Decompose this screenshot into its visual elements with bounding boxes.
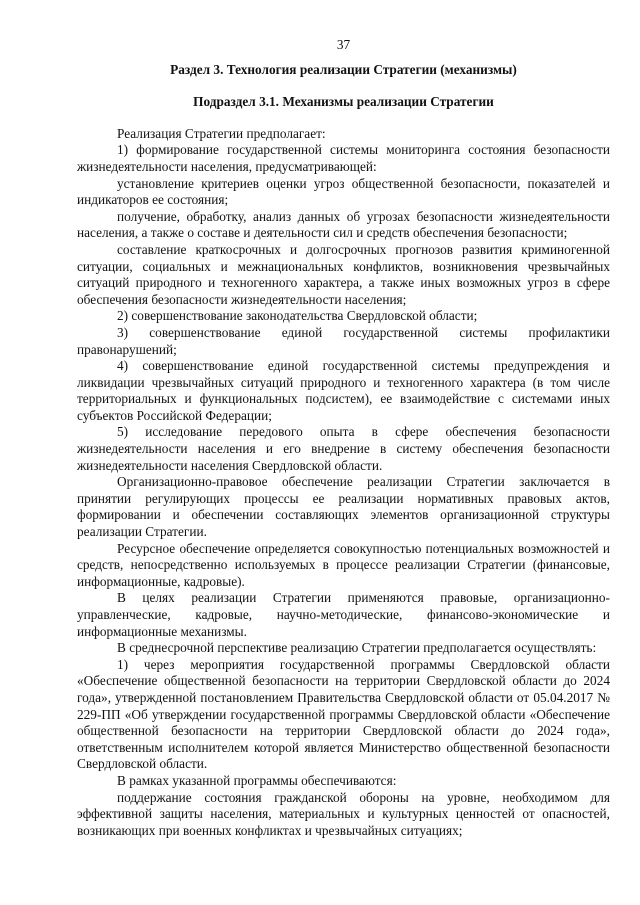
page-number: 37 <box>336 37 351 52</box>
body-text <box>77 126 610 840</box>
paragraph-medium-term: В среднесрочной перспективе реализацию Стратегии предполагается осуществлять: <box>117 640 597 656</box>
paragraph-resource-support: Ресурсное обеспечение определяется совокупностью потенциальных возможностей и средств, непосредственно используемых в процессе реализации Стратегии (финансовые, информационные, кадровые). <box>77 540 610 589</box>
paragraph-program-scope: В рамках указанной программы обеспечиваются: <box>117 772 397 788</box>
list-item-3: 3) совершенствование единой государственной системы профилактики правонарушений; <box>77 324 610 357</box>
list-item-4: 4) совершенствование единой государственной системы предупреждения и ликвидации чрезвычайных ситуаций природного и техногенного характера (в том числе территориальных и функциональных подсистем), ее взаимодействие с системами иных субъектов Российской Федерации; <box>77 358 610 423</box>
sub-item-criteria: установление критериев оценки угроз общественной безопасности, показателей и индикаторов ее состояния; <box>77 175 610 208</box>
list-item-program: 1) через мероприятия государственной программы Свердловской области «Обеспечение общественной безопасности на территории Свердловской области до 2024 года», утвержденной постановлением Правительства Свердловской области от 05.04.2017 № 229-ПП «Об утверждении государственной программы Свердловской области «Обеспечение общественной безопасности на территории Свердловской области до 2024 года», ответственным исполнителем которой является Министерство общественной безопасности Свердловской области. <box>77 656 610 772</box>
list-item-1: 1) формирование государственной системы мониторинга состояния безопасности жизнедеятельности населения, предусматривающей: <box>77 142 610 174</box>
list-item-5: 5) исследование передового опыта в сфере обеспечения безопасности жизнедеятельности населения и его внедрение в систему обеспечения безопасности жизнедеятельности населения Свердловской области. <box>77 424 610 473</box>
list-item-2: 2) совершенствование законодательства Свердловской области; <box>117 308 478 324</box>
subsection-title: Подраздел 3.1. Механизмы реализации Стратегии <box>193 94 494 110</box>
sub-item-civil-defense: поддержание состояния гражданской обороны на уровне, необходимом для эффективной защиты населения, материальных и культурных ценностей от опасностей, возникающих при военных конфликтах и чрезвычайных ситуациях; <box>77 789 610 838</box>
paragraph-intro: Реализация Стратегии предполагает: <box>117 125 326 141</box>
section-title: Раздел 3. Технология реализации Стратегии (механизмы) <box>170 61 517 77</box>
sub-item-forecasts: составление краткосрочных и долгосрочных прогнозов развития криминогенной ситуации, социальных и межнациональных конфликтов, возникновения чрезвычайных ситуаций природного и техногенного характера, а также иных возможных угроз в сфере обеспечения безопасности жизнедеятельности населения; <box>77 241 610 307</box>
paragraph-legal-support: Организационно-правовое обеспечение реализации Стратегии заключается в принятии регулирующих процессы ее реализации нормативных правовых актов, формировании и обеспечении составляющих элементов организационной структуры реализации Стратегии. <box>77 474 610 540</box>
sub-item-data-processing: получение, обработку, анализ данных об угрозах безопасности жизнедеятельности населения, а также о составе и деятельности сил и средств обеспечения безопасности; <box>77 208 610 241</box>
paragraph-mechanisms: В целях реализации Стратегии применяются правовые, организационно-управленческие, кадровые, научно-методические, финансово-экономические и информационные механизмы. <box>77 590 610 639</box>
